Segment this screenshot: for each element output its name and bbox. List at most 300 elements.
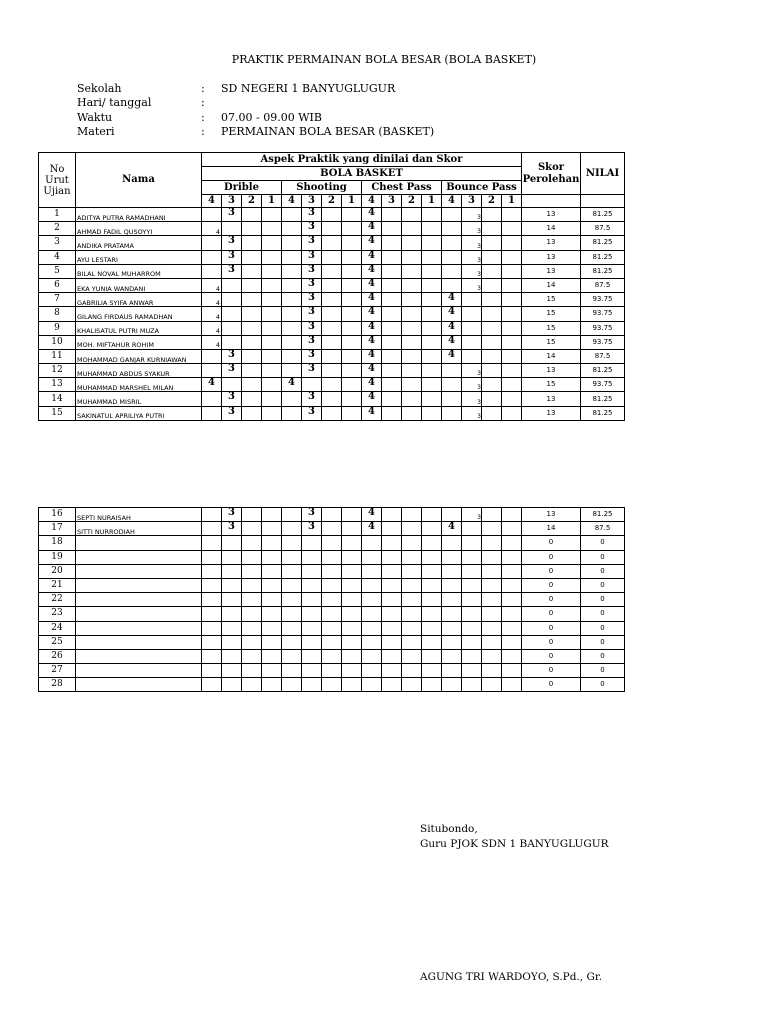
score-cell — [262, 293, 282, 307]
student-name: SEPTI NURAISAH — [76, 508, 202, 522]
score-cell — [402, 321, 422, 335]
score-cell — [202, 578, 222, 592]
score-cell — [262, 406, 282, 420]
score-cell — [462, 621, 482, 635]
score-cell — [442, 635, 462, 649]
score-cell — [402, 208, 422, 222]
score-level: 4 — [202, 195, 222, 208]
score-cell — [262, 635, 282, 649]
score-cell — [482, 635, 502, 649]
score-cell — [222, 621, 242, 635]
nilai-cell: 81.25 — [581, 392, 625, 406]
score-cell — [262, 522, 282, 536]
score-cell — [462, 335, 482, 349]
table-row — [39, 222, 625, 236]
score-cell — [222, 593, 242, 607]
row-number: 10 — [39, 335, 76, 349]
score-cell — [422, 649, 442, 663]
score-cell — [262, 536, 282, 550]
nilai-cell: 0 — [581, 635, 625, 649]
score-cell — [222, 607, 242, 621]
score-cell — [502, 664, 522, 678]
student-name: AHMAD FADIL QUSOYYI — [76, 222, 202, 236]
score-cell — [222, 293, 242, 307]
score-cell — [222, 550, 242, 564]
score-cell — [342, 208, 362, 222]
skor-perolehan-cell: 14 — [522, 278, 581, 292]
score-cell — [422, 307, 442, 321]
score-cell — [482, 335, 502, 349]
nilai-cell: 93.75 — [581, 378, 625, 392]
score-cell — [222, 222, 242, 236]
score-cell: 4 — [362, 278, 382, 292]
score-cell — [202, 250, 222, 264]
skor-perolehan-cell: 15 — [522, 321, 581, 335]
score-cell: 3 — [462, 250, 482, 264]
score-cell — [382, 349, 402, 363]
nilai-cell: 81.25 — [581, 250, 625, 264]
skor-perolehan-cell: 0 — [522, 593, 581, 607]
student-name: MOH. MIFTAHUR ROHIM — [76, 335, 202, 349]
score-cell: 4 — [202, 378, 222, 392]
nilai-cell: 93.75 — [581, 293, 625, 307]
score-cell — [242, 236, 262, 250]
score-cell — [242, 364, 262, 378]
score-cell — [262, 508, 282, 522]
score-cell — [322, 264, 342, 278]
score-cell — [382, 250, 402, 264]
score-cell — [262, 664, 282, 678]
score-cell — [222, 664, 242, 678]
header-aspek: Aspek Praktik yang dinilai dan Skor — [202, 153, 522, 167]
skor-perolehan-cell: 0 — [522, 607, 581, 621]
score-cell — [462, 649, 482, 663]
score-cell — [262, 250, 282, 264]
score-cell — [262, 208, 282, 222]
score-cell — [382, 550, 402, 564]
row-number: 3 — [39, 236, 76, 250]
score-cell — [402, 664, 422, 678]
score-cell: 3 — [462, 508, 482, 522]
score-cell — [242, 208, 262, 222]
score-cell — [442, 278, 462, 292]
skor-perolehan-cell: 13 — [522, 236, 581, 250]
student-name — [76, 578, 202, 592]
score-cell — [402, 508, 422, 522]
score-cell — [502, 364, 522, 378]
score-cell — [202, 635, 222, 649]
table-row — [39, 621, 625, 635]
score-cell — [402, 264, 422, 278]
score-cell — [502, 392, 522, 406]
score-cell — [322, 678, 342, 692]
score-cell — [442, 406, 462, 420]
score-cell — [282, 236, 302, 250]
score-cell — [502, 536, 522, 550]
score-cell: 3 — [462, 208, 482, 222]
row-number: 6 — [39, 278, 76, 292]
header-nama: Nama — [76, 153, 202, 208]
score-cell — [362, 678, 382, 692]
score-cell — [402, 250, 422, 264]
score-level: 3 — [222, 195, 242, 208]
score-cell — [222, 278, 242, 292]
score-cell — [442, 564, 462, 578]
score-cell — [382, 593, 402, 607]
student-name — [76, 564, 202, 578]
row-number: 21 — [39, 578, 76, 592]
score-cell — [362, 664, 382, 678]
score-cell: 4 — [202, 321, 222, 335]
nilai-cell: 81.25 — [581, 264, 625, 278]
score-cell — [242, 349, 262, 363]
score-cell — [482, 278, 502, 292]
score-cell — [442, 621, 462, 635]
score-cell — [442, 550, 462, 564]
score-cell — [382, 621, 402, 635]
score-level: 2 — [322, 195, 342, 208]
score-cell — [362, 564, 382, 578]
score-cell: 4 — [362, 250, 382, 264]
table-row — [39, 522, 625, 536]
score-cell — [502, 550, 522, 564]
score-cell — [202, 550, 222, 564]
score-cell — [242, 378, 262, 392]
score-cell — [482, 293, 502, 307]
score-level: 1 — [422, 195, 442, 208]
skor-perolehan-cell: 0 — [522, 536, 581, 550]
info-row-tanggal — [0, 96, 768, 109]
skor-perolehan-cell: 0 — [522, 550, 581, 564]
score-cell — [282, 550, 302, 564]
score-cell — [282, 664, 302, 678]
score-cell — [402, 236, 422, 250]
score-cell — [502, 250, 522, 264]
score-cell — [482, 678, 502, 692]
nilai-cell: 0 — [581, 578, 625, 592]
header-skor-perolehan: Skor Perolehan — [522, 153, 581, 195]
score-cell — [342, 607, 362, 621]
row-number: 4 — [39, 250, 76, 264]
score-cell — [242, 607, 262, 621]
score-cell — [442, 378, 462, 392]
score-cell — [262, 364, 282, 378]
score-level: 1 — [342, 195, 362, 208]
score-cell — [342, 578, 362, 592]
score-cell — [242, 321, 262, 335]
score-cell — [342, 635, 362, 649]
score-cell — [322, 607, 342, 621]
score-cell — [322, 392, 342, 406]
score-cell — [322, 522, 342, 536]
nilai-cell: 0 — [581, 649, 625, 663]
score-cell — [442, 578, 462, 592]
score-cell: 4 — [362, 208, 382, 222]
score-cell — [242, 307, 262, 321]
info-value: PERMAINAN BOLA BESAR (BASKET) — [221, 125, 435, 138]
nilai-cell: 87.5 — [581, 222, 625, 236]
row-number: 11 — [39, 349, 76, 363]
skor-perolehan-cell: 14 — [522, 222, 581, 236]
score-cell — [482, 664, 502, 678]
score-cell: 3 — [302, 293, 322, 307]
table-row — [39, 649, 625, 663]
score-cell — [422, 349, 442, 363]
score-cell — [342, 264, 362, 278]
score-cell — [402, 522, 422, 536]
score-cell — [382, 635, 402, 649]
score-cell — [242, 578, 262, 592]
score-cell — [402, 222, 422, 236]
score-cell — [442, 208, 462, 222]
nilai-cell: 81.25 — [581, 508, 625, 522]
score-cell — [322, 208, 342, 222]
score-cell — [402, 307, 422, 321]
student-name: GILANG FIRDAUS RAMADHAN — [76, 307, 202, 321]
nilai-cell: 93.75 — [581, 321, 625, 335]
skor-perolehan-cell: 13 — [522, 508, 581, 522]
table-row — [39, 550, 625, 564]
score-cell — [402, 607, 422, 621]
row-number: 1 — [39, 208, 76, 222]
score-cell — [322, 349, 342, 363]
score-cell — [282, 564, 302, 578]
score-cell — [282, 222, 302, 236]
score-cell: 4 — [442, 321, 462, 335]
score-cell — [342, 222, 362, 236]
score-cell: 3 — [302, 278, 322, 292]
score-cell — [282, 321, 302, 335]
student-name: MUHAMMAD MARSHEL MILAN — [76, 378, 202, 392]
score-cell — [502, 378, 522, 392]
row-number: 23 — [39, 607, 76, 621]
score-cell — [342, 536, 362, 550]
nilai-cell: 0 — [581, 678, 625, 692]
score-cell — [242, 335, 262, 349]
score-cell — [362, 621, 382, 635]
score-cell — [402, 649, 422, 663]
student-name — [76, 664, 202, 678]
score-cell — [282, 649, 302, 663]
score-cell — [342, 621, 362, 635]
score-cell — [202, 678, 222, 692]
score-cell — [262, 593, 282, 607]
score-cell — [242, 508, 262, 522]
score-table-top — [38, 152, 625, 421]
score-cell — [302, 678, 322, 692]
info-row-materi — [0, 125, 768, 138]
score-cell: 3 — [302, 208, 322, 222]
score-cell — [202, 508, 222, 522]
score-cell — [382, 321, 402, 335]
skor-perolehan-cell: 0 — [522, 564, 581, 578]
row-number: 5 — [39, 264, 76, 278]
row-number: 9 — [39, 321, 76, 335]
score-cell — [222, 378, 242, 392]
score-cell — [282, 406, 302, 420]
score-cell: 4 — [442, 307, 462, 321]
score-cell — [262, 349, 282, 363]
score-cell — [442, 649, 462, 663]
score-cell: 3 — [222, 406, 242, 420]
skor-perolehan-cell: 14 — [522, 522, 581, 536]
score-level: 3 — [382, 195, 402, 208]
score-cell — [382, 607, 402, 621]
score-cell — [282, 307, 302, 321]
score-cell — [482, 349, 502, 363]
score-cell — [302, 550, 322, 564]
score-cell — [282, 536, 302, 550]
score-cell — [342, 250, 362, 264]
score-cell — [502, 578, 522, 592]
score-cell — [222, 635, 242, 649]
score-cell: 4 — [362, 335, 382, 349]
score-cell — [502, 593, 522, 607]
score-cell — [242, 522, 262, 536]
nilai-cell: 81.25 — [581, 406, 625, 420]
score-cell — [422, 522, 442, 536]
score-cell — [382, 222, 402, 236]
score-cell — [282, 593, 302, 607]
info-colon: : — [201, 82, 205, 95]
score-cell — [382, 564, 402, 578]
table-row — [39, 349, 625, 363]
score-cell — [302, 564, 322, 578]
score-cell — [462, 321, 482, 335]
row-number: 15 — [39, 406, 76, 420]
score-cell — [282, 607, 302, 621]
score-cell — [442, 508, 462, 522]
score-cell — [322, 321, 342, 335]
score-cell — [302, 621, 322, 635]
score-cell — [282, 392, 302, 406]
score-cell — [202, 607, 222, 621]
score-cell — [462, 607, 482, 621]
score-cell: 4 — [202, 293, 222, 307]
table-row — [39, 635, 625, 649]
score-cell — [202, 406, 222, 420]
student-name: KHALISATUL PUTRI MUZA — [76, 321, 202, 335]
score-cell: 3 — [302, 406, 322, 420]
skor-perolehan-cell: 14 — [522, 349, 581, 363]
score-cell — [202, 593, 222, 607]
header-nilai: NILAI — [581, 153, 625, 195]
table-row — [39, 293, 625, 307]
score-cell — [402, 578, 422, 592]
score-cell — [322, 236, 342, 250]
row-number: 20 — [39, 564, 76, 578]
score-cell — [262, 392, 282, 406]
signature-name: AGUNG TRI WARDOYO, S.Pd., Gr. — [420, 971, 603, 983]
score-cell — [362, 649, 382, 663]
score-cell: 3 — [462, 378, 482, 392]
score-cell — [462, 678, 482, 692]
skor-perolehan-cell: 13 — [522, 208, 581, 222]
score-cell: 3 — [302, 222, 322, 236]
score-cell: 4 — [362, 236, 382, 250]
nilai-cell: 0 — [581, 593, 625, 607]
score-cell — [242, 621, 262, 635]
nilai-cell: 0 — [581, 550, 625, 564]
score-cell — [502, 508, 522, 522]
nilai-cell: 81.25 — [581, 364, 625, 378]
skor-perolehan-cell: 15 — [522, 293, 581, 307]
score-cell — [482, 550, 502, 564]
score-cell: 4 — [362, 307, 382, 321]
score-cell — [422, 335, 442, 349]
score-cell — [322, 364, 342, 378]
score-cell — [502, 321, 522, 335]
score-cell — [502, 349, 522, 363]
score-cell — [502, 293, 522, 307]
score-cell — [242, 536, 262, 550]
score-cell — [202, 392, 222, 406]
score-cell — [402, 378, 422, 392]
score-cell — [322, 564, 342, 578]
score-cell — [482, 264, 502, 278]
score-cell — [362, 593, 382, 607]
score-cell — [342, 335, 362, 349]
row-number: 14 — [39, 392, 76, 406]
score-cell: 4 — [202, 278, 222, 292]
score-cell — [262, 335, 282, 349]
score-cell — [322, 278, 342, 292]
score-cell — [482, 364, 502, 378]
score-cell — [462, 293, 482, 307]
score-cell: 3 — [222, 522, 242, 536]
score-cell — [242, 564, 262, 578]
score-cell — [222, 536, 242, 550]
nilai-cell: 87.5 — [581, 522, 625, 536]
score-cell: 3 — [302, 264, 322, 278]
score-cell — [282, 578, 302, 592]
score-cell — [222, 307, 242, 321]
score-cell — [302, 635, 322, 649]
score-cell — [482, 406, 502, 420]
score-cell — [502, 678, 522, 692]
score-cell — [482, 536, 502, 550]
score-cell — [502, 236, 522, 250]
score-cell — [402, 293, 422, 307]
score-cell — [442, 392, 462, 406]
score-cell — [462, 536, 482, 550]
table-row — [39, 678, 625, 692]
score-cell — [282, 349, 302, 363]
score-cell — [342, 550, 362, 564]
score-cell: 4 — [442, 293, 462, 307]
row-number: 24 — [39, 621, 76, 635]
student-name: GABRILIA SYIFA ANWAR — [76, 293, 202, 307]
student-name — [76, 536, 202, 550]
skor-perolehan-cell: 0 — [522, 578, 581, 592]
score-level: 4 — [282, 195, 302, 208]
score-cell — [202, 349, 222, 363]
score-cell: 3 — [462, 392, 482, 406]
score-cell: 3 — [462, 264, 482, 278]
score-cell — [422, 678, 442, 692]
score-cell: 3 — [462, 406, 482, 420]
score-cell — [422, 564, 442, 578]
info-row-sekolah — [0, 82, 768, 95]
score-cell — [382, 378, 402, 392]
score-cell — [462, 307, 482, 321]
score-cell — [342, 392, 362, 406]
skor-perolehan-cell: 0 — [522, 664, 581, 678]
score-cell — [442, 236, 462, 250]
skor-perolehan-cell: 13 — [522, 264, 581, 278]
score-level: 3 — [302, 195, 322, 208]
score-cell — [442, 264, 462, 278]
